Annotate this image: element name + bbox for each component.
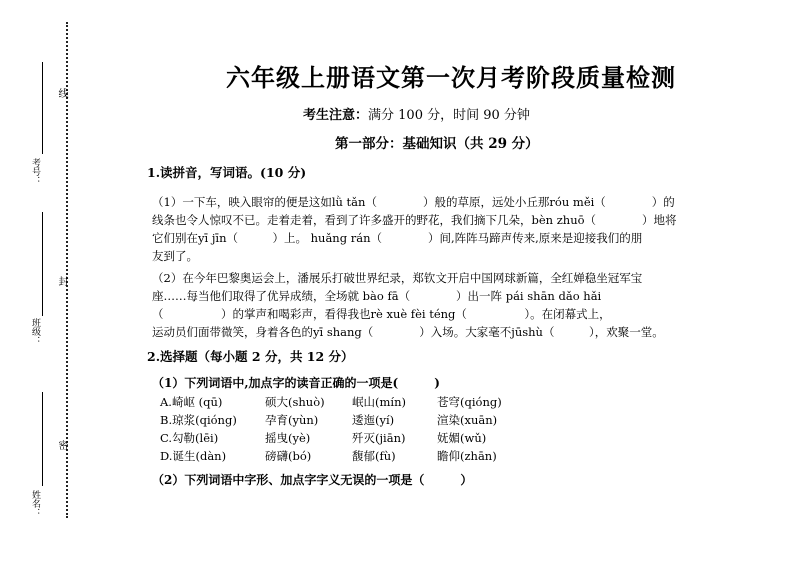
binding-margin bbox=[0, 0, 110, 561]
question-2-heading: 2.选择题（每小题 2 分，共 12 分） bbox=[147, 349, 354, 364]
option-c-word-3: 歼灭(jiān) bbox=[352, 431, 406, 445]
q1-line: （ ）的掌声和喝彩声，看得我也rè xuè fèi téng（ ）。在闭幕式上， bbox=[152, 307, 611, 321]
class-label: 班级： bbox=[30, 318, 40, 345]
class-blank[interactable] bbox=[42, 212, 43, 316]
option-d-word-2: 磅礴(bó) bbox=[265, 449, 312, 463]
exam-number-label: 考号： bbox=[30, 158, 40, 185]
q1-line: （1）一下车，映入眼帘的便是这如lǜ tǎn（ ）般的草原，远处小丘那róu měi（ ）的 bbox=[152, 195, 675, 209]
option-b-word-3: 逶迤(yí) bbox=[352, 413, 395, 427]
q1-line: 它们别在yī jīn（ ）上。 huǎng rán（ ）间,阵阵马蹄声传来,原来是迎接我们的朋 bbox=[152, 231, 643, 245]
q1-line: 运动员们面带微笑，身着各色的yī shang（ ）入场。大家毫不jūshù（ ），欢聚一堂。 bbox=[152, 325, 664, 339]
page-title: 六年级上册语文第一次月考阶段质量检测 bbox=[226, 63, 676, 92]
exam-notice bbox=[303, 104, 603, 123]
option-b-word-2: 孕育(yùn) bbox=[265, 413, 319, 427]
binding-mark-mi: 密 bbox=[56, 440, 67, 450]
option-c-word-4: 妩媚(wǔ) bbox=[437, 431, 487, 445]
part-one-heading: 第一部分：基础知识（共 29 分） bbox=[335, 136, 539, 152]
option-d-word-1: D.诞生(dàn) bbox=[160, 449, 227, 463]
notice-text: 满分 100 分，时间 90 分钟 bbox=[368, 108, 530, 123]
option-a-word-2: 硕大(shuò) bbox=[265, 395, 325, 409]
option-a-word-4: 苍穹(qióng) bbox=[437, 395, 502, 409]
option-d-word-3: 馥郁(fù) bbox=[352, 449, 396, 463]
option-b-word-1: B.琼浆(qióng) bbox=[160, 413, 237, 427]
q1-line: 线条也令人惊叹不已。走着走着，看到了许多盛开的野花，我们摘下几朵，bèn zhuō（ ）地将 bbox=[152, 213, 677, 227]
q2-sub1-stem: （1）下列词语中,加点字的读音正确的一项是( ) bbox=[152, 376, 440, 390]
option-c-word-1: C.勾勒(lēi) bbox=[160, 431, 219, 445]
q1-line: 友到了。 bbox=[152, 249, 198, 263]
question-1-heading: 1.读拼音，写词语。(10 分) bbox=[147, 165, 307, 180]
notice-label: 考生注意： bbox=[303, 108, 369, 123]
option-a-word-1: A.崎岖 (qū) bbox=[160, 395, 223, 409]
exam-number-blank[interactable] bbox=[42, 62, 43, 154]
binding-mark-feng: 封 bbox=[56, 276, 67, 286]
option-a-word-3: 岷山(mín) bbox=[352, 395, 406, 409]
q1-line: （2）在今年巴黎奥运会上，潘展乐打破世界纪录，郑钦文开启中国网球新篇，全红婵稳坐冠军宝 bbox=[152, 271, 643, 285]
option-b-word-4: 渲染(xuān) bbox=[437, 413, 498, 427]
option-c-word-2: 摇曳(yè) bbox=[265, 431, 311, 445]
name-label: 姓名： bbox=[30, 490, 40, 517]
binding-mark-xian: 线 bbox=[56, 88, 67, 98]
q1-line: 座……每当他们取得了优异成绩，全场就 bào fā（ ）出一阵 pái shān dǎo hǎi bbox=[152, 289, 602, 303]
q2-sub2-stem: （2）下列词语中字形、加点字字义无误的一项是（ ） bbox=[152, 473, 473, 487]
name-blank[interactable] bbox=[42, 392, 43, 486]
option-d-word-4: 瞻仰(zhān) bbox=[437, 449, 497, 463]
